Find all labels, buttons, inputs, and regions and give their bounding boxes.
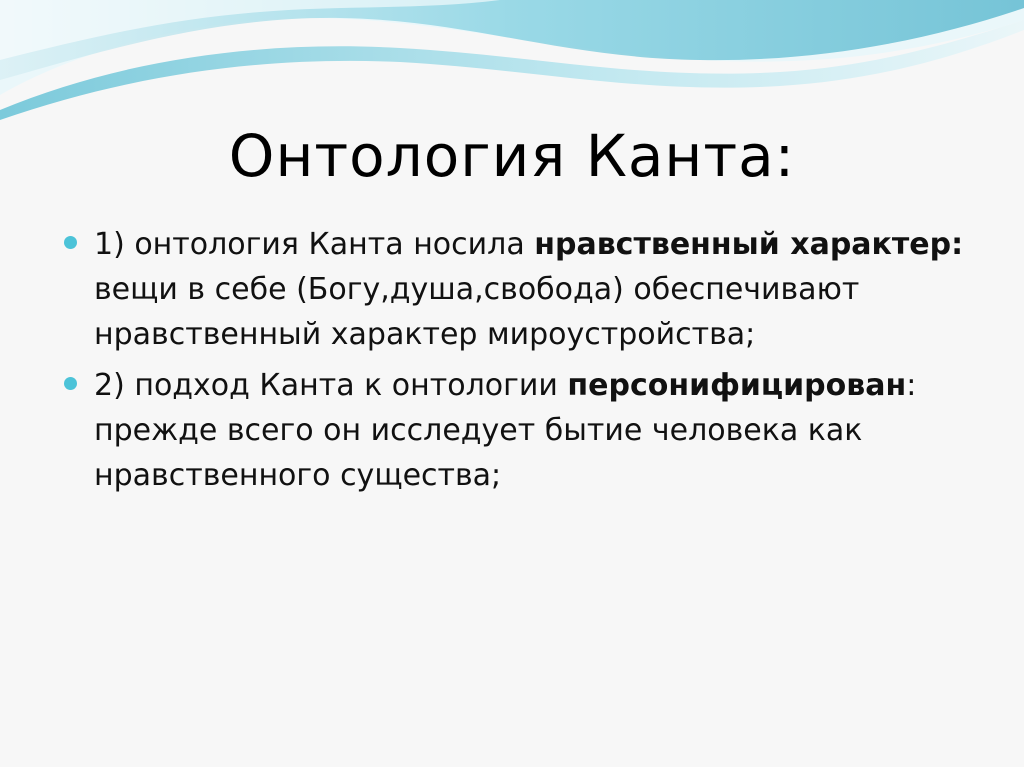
bullet-text-part: 1) онтология Канта носила: [94, 227, 535, 262]
bullet-list: [94, 222, 974, 504]
bullet-item: [94, 222, 974, 357]
bullet-text-emphasis: персонифицирован: [567, 368, 907, 403]
slide-title: Онтология Канта:: [228, 122, 796, 190]
bullet-text-emphasis: нравственный характер:: [534, 227, 964, 262]
bullet-text-part: : прежде всего он исследует бытие человека как нравственного существа;: [94, 368, 917, 493]
bullet-text-part: 2) подход Канта к онтологии: [94, 368, 568, 403]
wave-decoration-icon: [0, 0, 1024, 130]
bullet-dot-icon: [64, 377, 77, 390]
bullet-item: [94, 363, 974, 498]
bullet-dot-icon: [64, 236, 77, 249]
bullet-text-part: вещи в себе (Богу,душа,свобода) обеспечивают нравственный характер мироустройства;: [94, 272, 860, 352]
